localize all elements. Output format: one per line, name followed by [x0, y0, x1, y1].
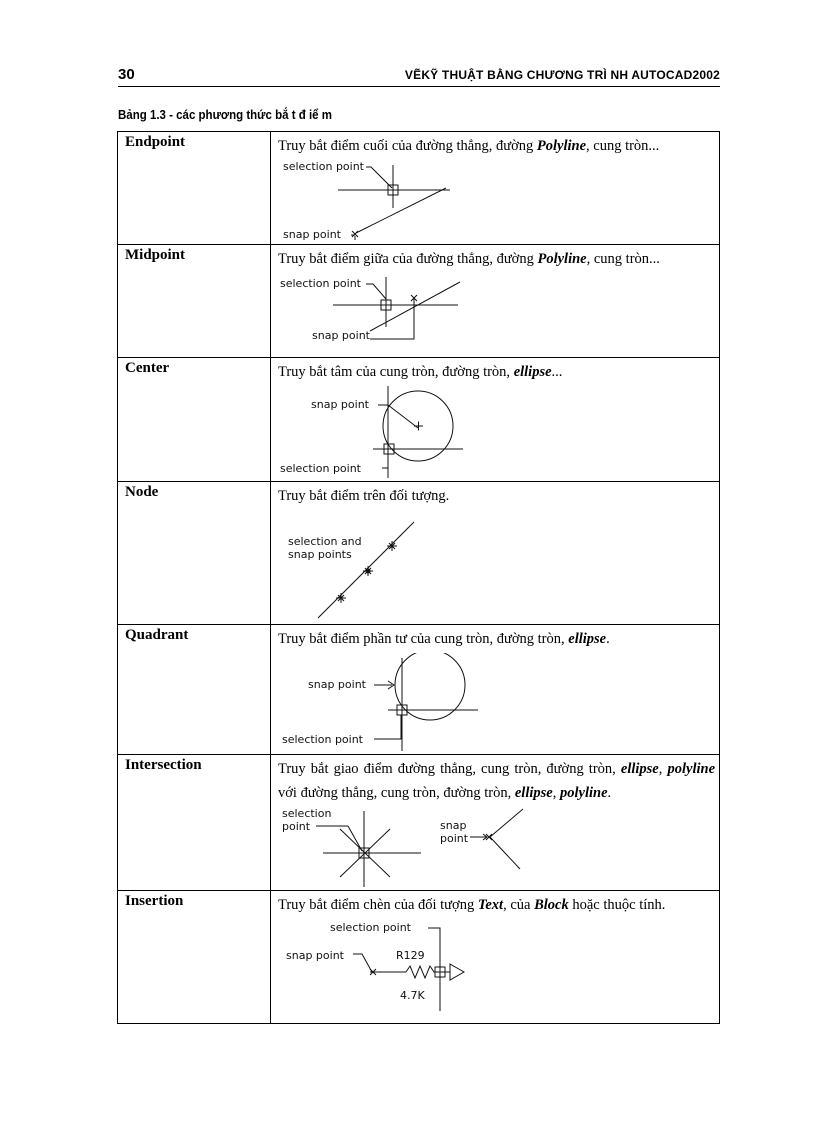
selection-point-label: selection point [282, 733, 363, 746]
mode-name: Midpoint [118, 245, 271, 358]
running-title: VẼKỸ THUẬT BẰNG CHƯƠNG TRÌ NH AUTOCAD2002 [404, 68, 720, 82]
snap-point-label: snap point [312, 329, 370, 342]
page-number: 30 [118, 66, 135, 83]
center-figure [278, 386, 478, 478]
table-row [118, 891, 720, 1024]
mode-description: Truy bắt điểm phần tư của cung tròn, đường tròn, ellipse. snap point selection point [271, 625, 720, 755]
node-marker [387, 541, 397, 551]
page-header [118, 64, 720, 87]
mode-name: Node [118, 482, 271, 625]
table-row [118, 358, 720, 482]
node-label-line1: selection and [288, 535, 362, 548]
selection-point-label: selection point [280, 462, 361, 475]
endpoint-figure [278, 160, 468, 240]
mode-description: Truy bắt điểm giữa của đường thẳng, đường Polyline, cung tròn... selection point snap point [271, 245, 720, 358]
snap-point-label: snap point [286, 949, 344, 962]
mode-name: Intersection [118, 755, 271, 891]
node-figure [278, 510, 478, 622]
node-marker [363, 566, 373, 576]
insertion-figure [278, 919, 478, 1011]
selection-point-label: selection point [330, 921, 411, 934]
table-row [118, 755, 720, 891]
table-row [118, 245, 720, 358]
resistor-value-label: 4.7K [400, 989, 425, 1002]
mode-description: Truy bắt tâm của cung tròn, đường tròn, ellipse... snap point selection point [271, 358, 720, 482]
selection-label-line2: point [282, 820, 311, 833]
mode-description: Truy bắt điểm trên đối tượng. selection and snap points [271, 482, 720, 625]
snap-label-line1: snap [440, 819, 467, 832]
mode-description: Truy bắt điểm chèn của đối tượng Text, của Block hoặc thuộc tính. selection point snap point R129 4.7K [271, 891, 720, 1024]
snap-point-label: snap point [308, 678, 366, 691]
table-caption: Bảng 1.3 - các phương thức bắ t đ iể m [118, 108, 332, 122]
selection-point-label: selection point [283, 160, 364, 173]
snap-modes-table [117, 131, 720, 1024]
table-row [118, 482, 720, 625]
mode-name: Quadrant [118, 625, 271, 755]
intersection-figure [278, 807, 558, 887]
snap-label-line2: point [440, 832, 469, 845]
table-row [118, 132, 720, 245]
resistor-name-label: R129 [396, 949, 425, 962]
node-label-line2: snap points [288, 548, 352, 561]
table-row [118, 625, 720, 755]
snap-point-label: snap point [311, 398, 369, 411]
mode-name: Insertion [118, 891, 271, 1024]
mode-description: Truy bắt điểm cuối của đường thẳng, đường Polyline, cung tròn... selection point snap point [271, 132, 720, 245]
mode-name: Center [118, 358, 271, 482]
midpoint-figure [278, 273, 468, 353]
selection-point-label: selection point [280, 277, 361, 290]
mode-description: Truy bắt giao điểm đường thẳng, cung tròn, đường tròn, ellipse, polyline với đường thẳng, cung tròn, đường tròn, ellipse, polyline. selection point snap point [271, 755, 720, 891]
quadrant-figure [278, 653, 478, 751]
mode-name: Endpoint [118, 132, 271, 245]
selection-label-line1: selection [282, 807, 332, 820]
snap-point-label: snap point [283, 228, 341, 240]
node-marker [336, 593, 346, 603]
